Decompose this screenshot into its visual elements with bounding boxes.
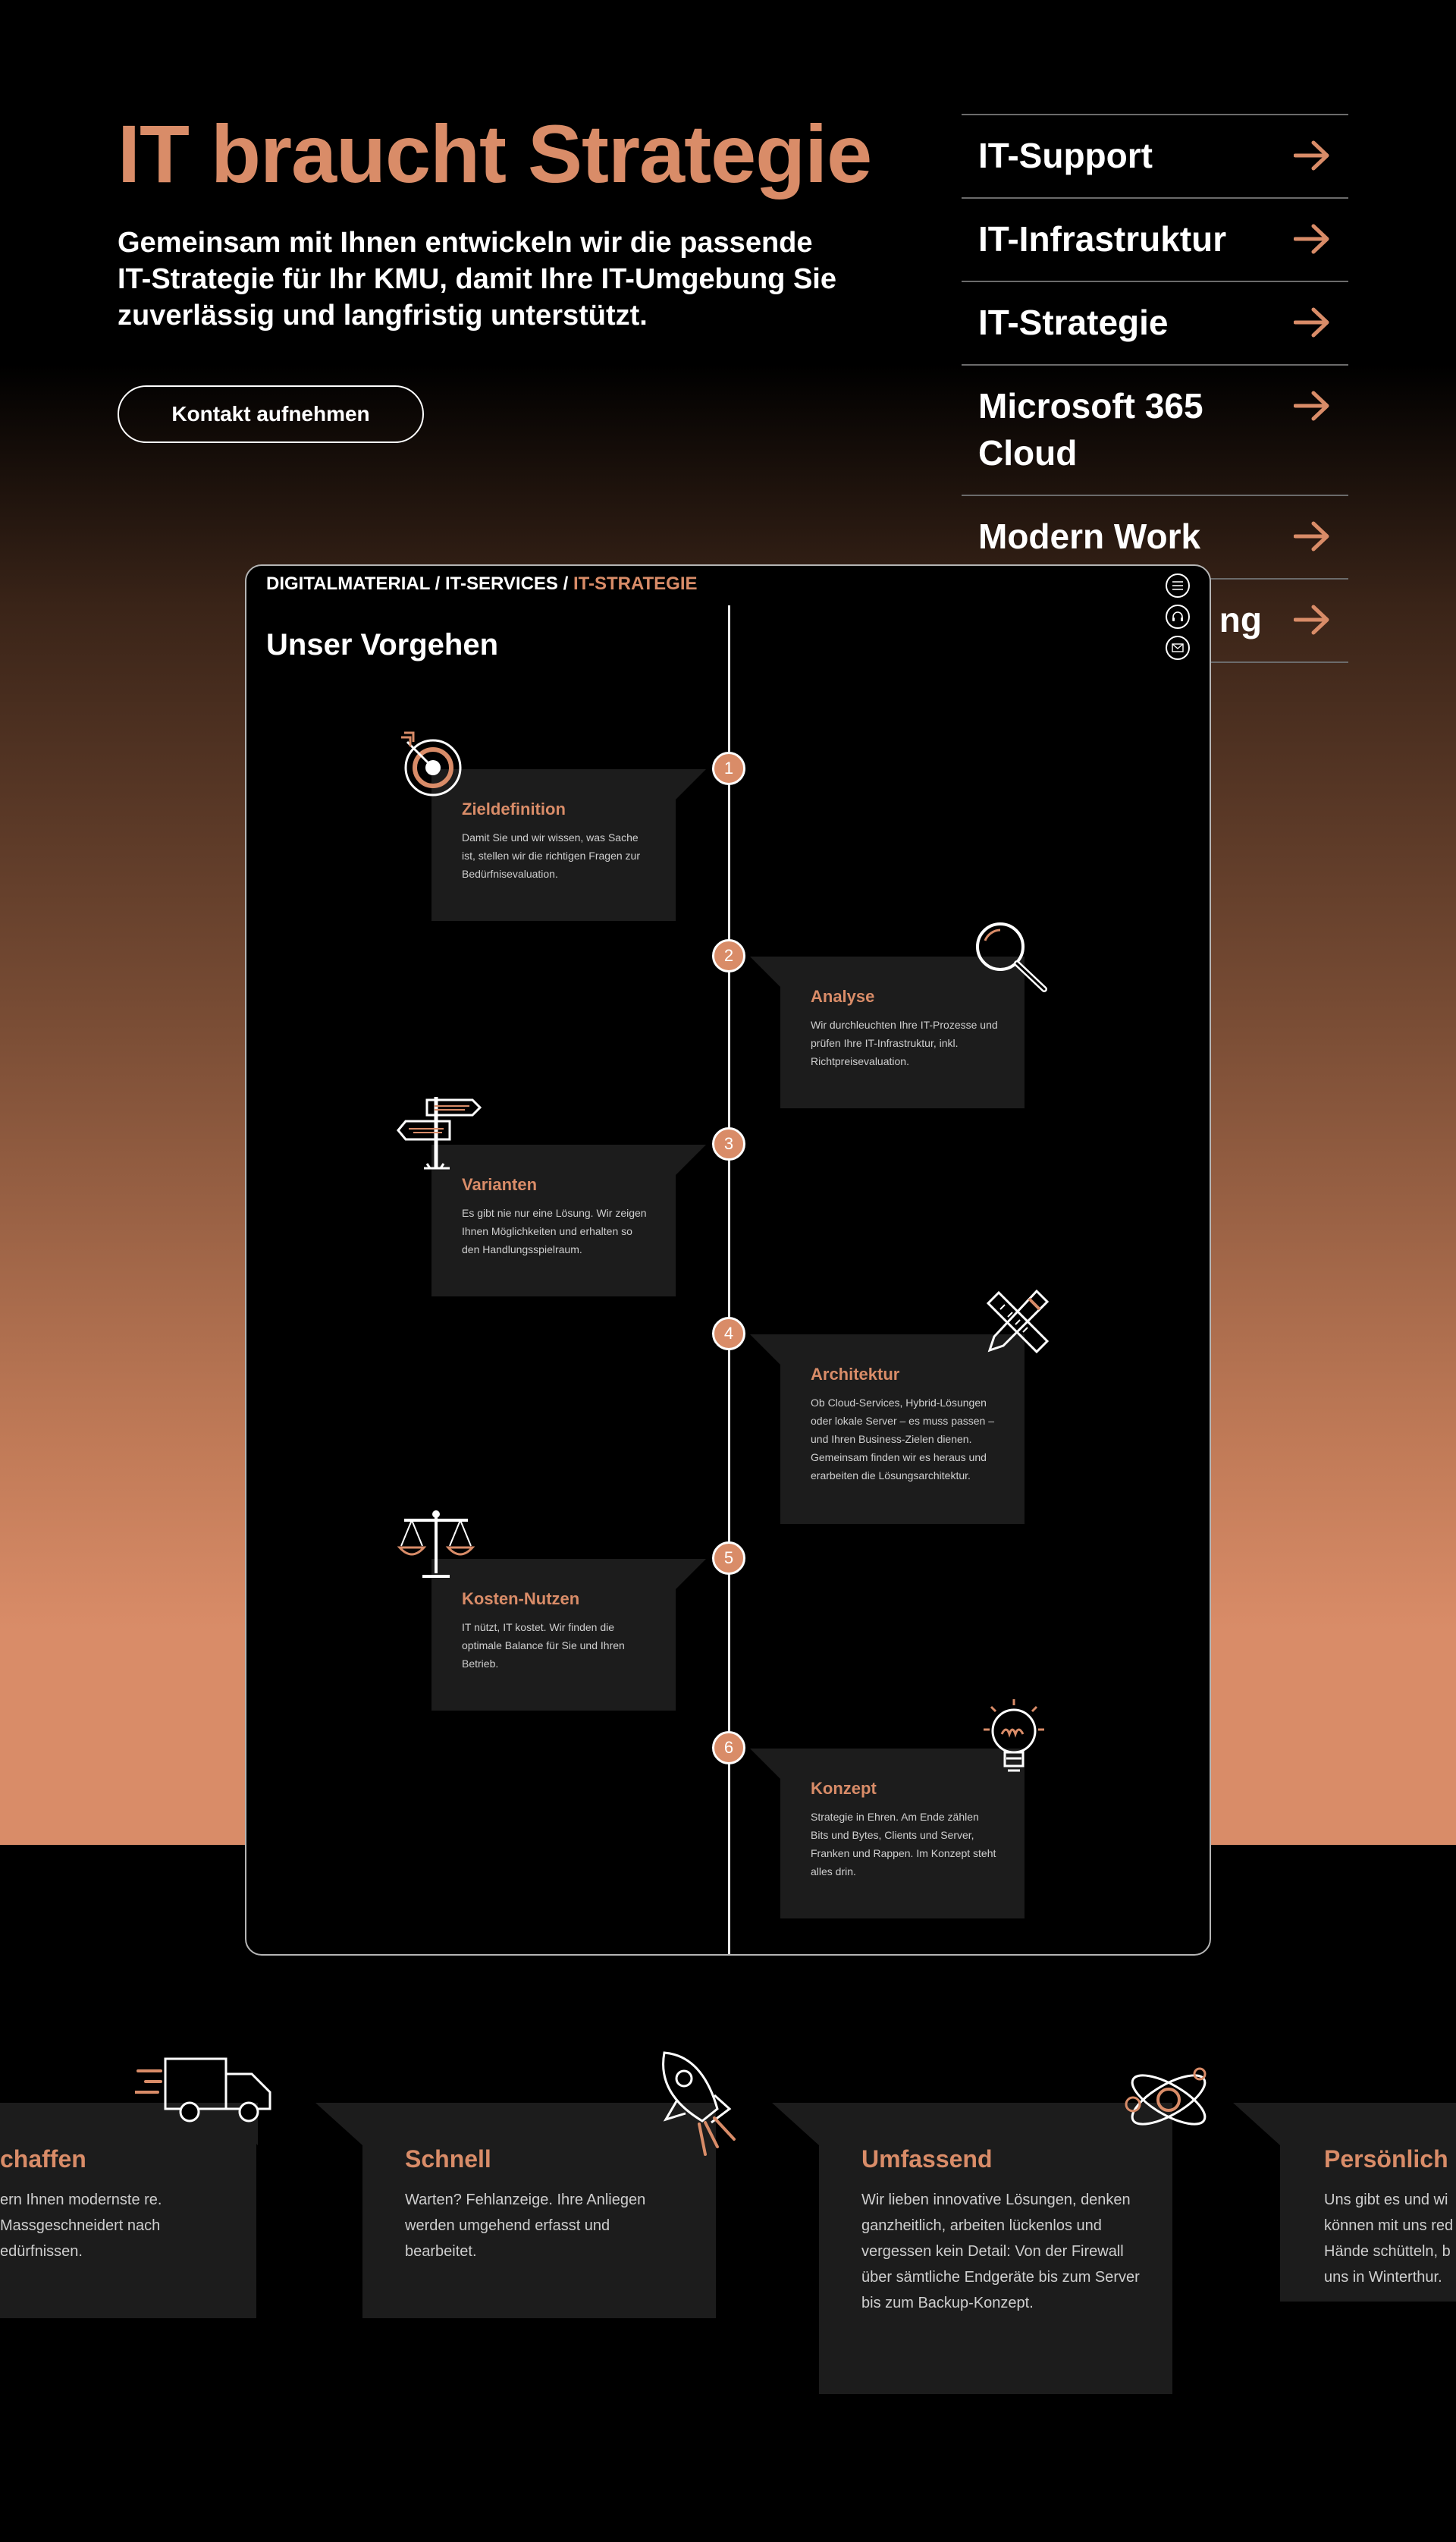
service-label: ng [1219,600,1262,639]
service-link-microsoft-365[interactable] [962,366,1348,496]
arrow-right-icon [1294,513,1333,560]
service-link-it-support[interactable] [962,115,1348,199]
feature-text: Uns gibt es und wi können mit uns red Hände schütteln, b uns in Winterthur. [1324,2192,1454,2286]
step-number: 2 [712,939,745,972]
service-link-it-infrastruktur[interactable] [962,199,1348,282]
service-label: Modern Work [978,517,1201,556]
truck-icon [135,2048,275,2127]
breadcrumb-current: IT-STRATEGIE [573,573,698,594]
step-title: Varianten [462,1175,538,1194]
service-label: IT-Support [978,136,1153,175]
arrow-right-icon [1294,215,1333,262]
page-title: IT braucht Strategie [118,108,872,200]
step-text: Damit Sie und wir wissen, was Sache ist, stellen wir die richtigen Fragen zur Bedürfnisevaluation. [462,831,640,880]
feature-title: Umfassend [861,2145,993,2173]
service-label: IT-Strategie [978,303,1169,342]
service-label: Microsoft 365 Cloud [978,386,1203,473]
scales-icon [397,1507,475,1582]
magnifier-icon [973,919,1052,995]
ruler-pencil-icon [982,1287,1053,1356]
step-title: Architektur [811,1365,900,1384]
arrow-right-icon [1294,132,1333,179]
mail-icon[interactable] [1166,636,1190,660]
arrow-right-icon [1294,596,1333,643]
process-window [245,564,1211,1956]
breadcrumb-separator: / [557,573,573,594]
feature-card-anschaffen [0,2103,256,2318]
feature-text: Wir lieben innovative Lösungen, denken ganzheitlich, arbeiten lückenlos und vergessen kein Detail: Von der Firewall über sämtliche Endgeräte bis zum Server bis zum Backup-Konzept. [861,2192,1140,2311]
feature-text: Warten? Fehlanzeige. Ihre Anliegen werden umgehend erfasst und bearbeitet. [405,2192,646,2260]
step-number: 5 [712,1541,745,1575]
breadcrumb-section[interactable]: IT-SERVICES [445,573,558,594]
step-number: 6 [712,1731,745,1764]
service-link-it-strategie[interactable] [962,282,1348,366]
rocket-icon [649,2048,748,2162]
step-title: Konzept [811,1779,877,1798]
hero-subtitle: Gemeinsam mit Ihnen entwickeln wir die passende IT-Strategie für Ihr KMU, damit Ihre IT-Umgebung Sie zuverlässig und langfristig unterstützt. [118,227,836,331]
contact-button[interactable]: Kontakt aufnehmen [118,385,424,443]
step-text: Ob Cloud-Services, Hybrid-Lösungen oder lokale Server – es muss passen – und Ihren Business-Zielen dienen. Gemeinsam finden wir es heraus und erarbeiten die Lösungsarchitektur. [811,1397,995,1482]
feature-text: ern Ihnen modernste re. Massgeschneidert nach edürfnissen. [0,2192,162,2260]
step-title: Analyse [811,987,875,1006]
process-title: Unser Vorgehen [266,628,498,661]
card-tab [772,2103,819,2145]
arrow-right-icon [1294,299,1333,346]
breadcrumb-root[interactable]: DIGITALMATERIAL [266,573,430,594]
lightbulb-icon [974,1696,1053,1780]
step-title: Zieldefinition [462,800,566,819]
feature-title: Persönlich [1324,2145,1448,2173]
step-text: Wir durchleuchten Ihre IT-Prozesse und prüfen Ihre IT-Infrastruktur, inkl. Richtpreisevaluation. [811,1019,998,1067]
step-card-architektur [780,1334,1025,1524]
step-text: Es gibt nie nur eine Lösung. Wir zeigen Ihnen Möglichkeiten und erhalten so den Handlungsspielraum. [462,1207,647,1255]
menu-icon[interactable] [1166,573,1190,598]
feature-title: chaffen [0,2145,86,2173]
breadcrumb-separator: / [429,573,445,594]
step-number: 3 [712,1127,745,1161]
arrow-right-icon [1294,382,1333,429]
breadcrumb [266,573,698,595]
atom-icon [1121,2056,1216,2144]
feature-card-umfassend [819,2103,1172,2394]
step-title: Kosten-Nutzen [462,1589,580,1608]
step-card-zieldefinition [431,769,676,921]
card-tab [1233,2103,1280,2145]
target-icon [397,727,465,800]
card-tab [315,2103,362,2145]
step-text: Strategie in Ehren. Am Ende zählen Bits und Bytes, Clients und Server, Franken und Rappen. Im Konzept steht alles drin. [811,1811,996,1877]
signpost-icon [397,1089,485,1173]
headset-icon[interactable] [1166,605,1190,629]
service-label: IT-Infrastruktur [978,219,1227,259]
step-number: 1 [712,752,745,785]
step-number: 4 [712,1317,745,1350]
step-text: IT nützt, IT kostet. Wir finden die optimale Balance für Sie und Ihren Betrieb. [462,1621,625,1670]
quick-actions [1166,573,1191,667]
feature-title: Schnell [405,2145,491,2173]
feature-card-persoenlich [1280,2103,1456,2302]
